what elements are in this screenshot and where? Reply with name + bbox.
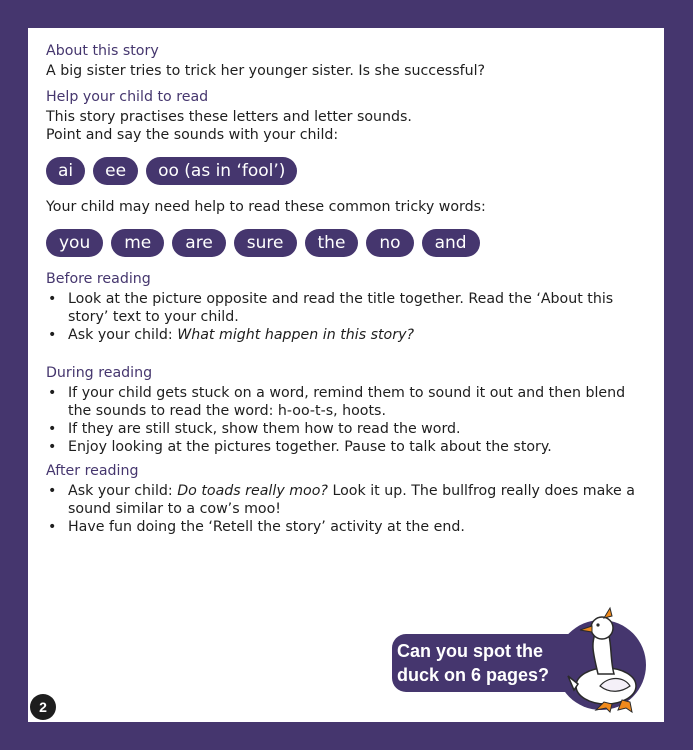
- sound-pill: ai: [46, 157, 85, 185]
- list-item-text: Enjoy looking at the pictures together. Pause to talk about the story.: [68, 439, 552, 455]
- tricky-word-pill: sure: [234, 229, 297, 257]
- sound-pill: oo (as in ‘fool’): [146, 157, 297, 185]
- tricky-word-pill: you: [46, 229, 103, 257]
- list-item-text: Ask your child:: [68, 327, 178, 343]
- before-reading-list: [46, 290, 646, 344]
- during-reading-section: [46, 364, 646, 456]
- list-item-text: Look it up. The bullfrog really does make a sound similar to a cow’s moo!: [68, 483, 635, 517]
- before-reading-section: [46, 270, 646, 344]
- list-item: [46, 290, 646, 326]
- list-item-text: Ask your child:: [68, 483, 178, 499]
- guidance-notes: [46, 42, 646, 536]
- about-heading: About this story: [46, 43, 159, 59]
- after-reading-section: [46, 462, 646, 536]
- tricky-word-pill: are: [172, 229, 226, 257]
- after-reading-heading: After reading: [46, 463, 139, 479]
- help-heading: Help your child to read: [46, 89, 209, 105]
- duck-illustration-icon: [560, 604, 656, 714]
- tricky-word-pill: me: [111, 229, 164, 257]
- help-section: [46, 88, 646, 257]
- sound-pill: ee: [93, 157, 138, 185]
- about-section: [46, 42, 646, 80]
- list-item: [46, 438, 646, 456]
- during-reading-list: [46, 384, 646, 456]
- during-reading-heading: During reading: [46, 365, 153, 381]
- tricky-word-pills: [46, 229, 646, 257]
- list-item: [46, 326, 646, 344]
- tricky-word-pill: the: [305, 229, 359, 257]
- list-item-text: Look at the picture opposite and read the title together. Read the ‘About this story’ text to your child.: [68, 291, 614, 325]
- about-text: A big sister tries to trick her younger sister. Is she successful?: [46, 63, 486, 79]
- before-reading-heading: Before reading: [46, 271, 151, 287]
- list-item: [46, 420, 646, 438]
- page-number-badge: 2: [30, 694, 56, 720]
- after-reading-list: [46, 482, 646, 536]
- list-item: [46, 482, 646, 518]
- tricky-words-intro: Your child may need help to read these common tricky words:: [46, 199, 486, 215]
- list-item-text: If your child gets stuck on a word, remind them to sound it out and then blend the sounds to read the word: h-oo-t-s, hoots.: [68, 385, 626, 419]
- callout-line-2: duck on 6 pages?: [397, 665, 550, 685]
- list-item: [46, 518, 646, 536]
- list-item: [46, 384, 646, 420]
- list-item-italic-text: Do toads really moo?: [177, 483, 328, 499]
- list-item-italic-text: What might happen in this story?: [177, 327, 415, 343]
- tricky-word-pill: no: [366, 229, 413, 257]
- help-line-2: Point and say the sounds with your child:: [46, 127, 339, 143]
- callout-line-1: Can you spot the: [397, 641, 544, 661]
- sound-pills: [46, 157, 646, 185]
- list-item-text: Have fun doing the ‘Retell the story’ activity at the end.: [68, 519, 465, 535]
- help-line-1: This story practises these letters and letter sounds.: [46, 109, 412, 125]
- spot-the-duck-callout: [392, 634, 570, 692]
- list-item-text: If they are still stuck, show them how to read the word.: [68, 421, 461, 437]
- tricky-word-pill: and: [422, 229, 480, 257]
